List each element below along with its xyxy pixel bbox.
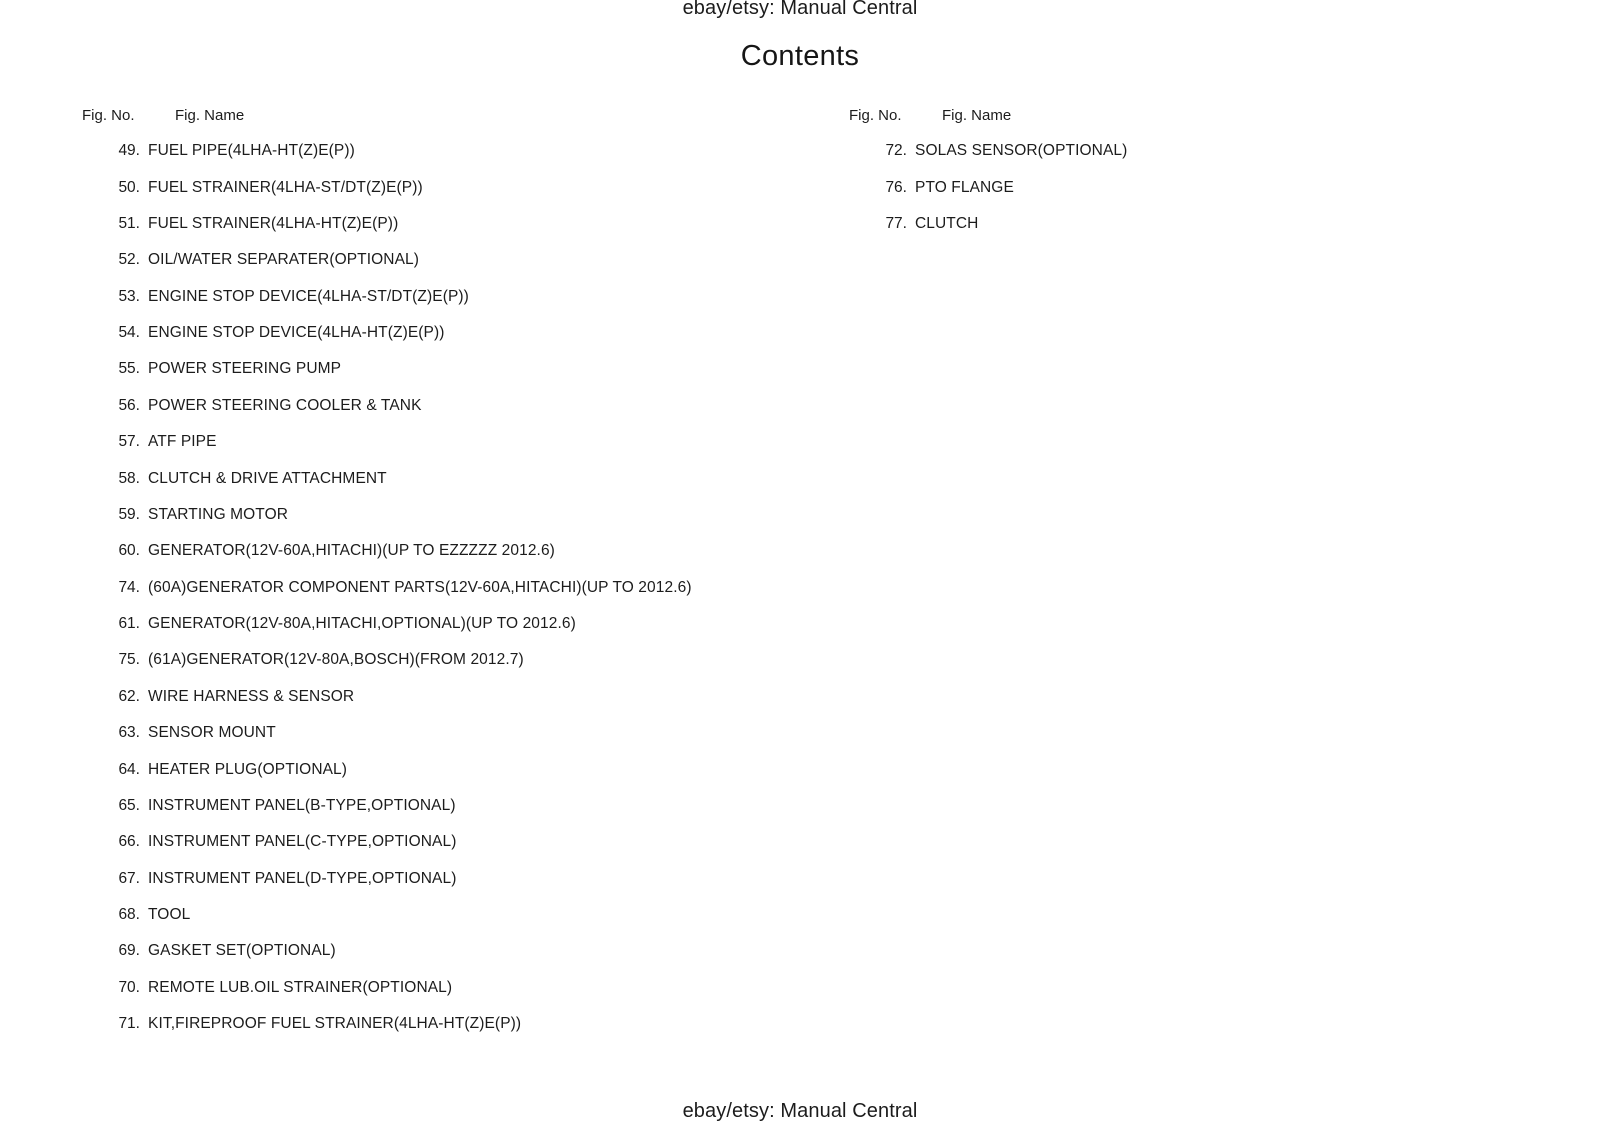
fig-number: 57.: [118, 433, 140, 451]
fig-number: 63.: [118, 724, 140, 742]
fig-number: 70.: [118, 978, 140, 996]
fig-row: [82, 315, 692, 351]
watermark-top: ebay/etsy: Manual Central: [682, 0, 918, 19]
fig-name: INSTRUMENT PANEL(C-TYPE,OPTIONAL): [148, 833, 457, 851]
fig-name: CLUTCH & DRIVE ATTACHMENT: [148, 469, 387, 487]
fig-number: 71.: [118, 1015, 140, 1033]
fig-row: [849, 133, 1127, 169]
fig-row: [82, 388, 692, 424]
fig-number: 62.: [118, 687, 140, 705]
fig-name: FUEL STRAINER(4LHA-HT(Z)E(P)): [148, 214, 399, 232]
fig-name: ENGINE STOP DEVICE(4LHA-ST/DT(Z)E(P)): [148, 287, 469, 305]
fig-number: 69.: [118, 942, 140, 960]
fig-name: SOLAS SENSOR(OPTIONAL): [915, 142, 1128, 160]
fig-name: OIL/WATER SEPARATER(OPTIONAL): [148, 251, 420, 269]
fig-row: [82, 715, 692, 751]
fig-number: 65.: [118, 796, 140, 814]
fig-name: GASKET SET(OPTIONAL): [148, 942, 336, 960]
fig-name: PTO FLANGE: [915, 178, 1014, 196]
fig-name: (60A)GENERATOR COMPONENT PARTS(12V-60A,HITACHI)(UP TO 2012.6): [148, 578, 692, 596]
fig-no-header: Fig. No.: [849, 107, 902, 124]
fig-name: TOOL: [148, 906, 191, 924]
fig-row: [82, 242, 692, 278]
fig-number: 59.: [118, 505, 140, 523]
fig-number: 49.: [118, 142, 140, 160]
fig-name: POWER STEERING COOLER & TANK: [148, 396, 422, 414]
fig-row: [82, 824, 692, 860]
fig-name: ENGINE STOP DEVICE(4LHA-HT(Z)E(P)): [148, 324, 445, 342]
fig-name: KIT,FIREPROOF FUEL STRAINER(4LHA-HT(Z)E(P)): [148, 1015, 522, 1033]
fig-name: (61A)GENERATOR(12V-80A,BOSCH)(FROM 2012.7): [148, 651, 524, 669]
fig-name: REMOTE LUB.OIL STRAINER(OPTIONAL): [148, 978, 453, 996]
fig-name: STARTING MOTOR: [148, 505, 289, 523]
fig-name: POWER STEERING PUMP: [148, 360, 342, 378]
column-header: [82, 107, 692, 126]
watermark-bottom: ebay/etsy: Manual Central: [682, 1100, 918, 1122]
fig-row: [82, 751, 692, 787]
fig-number: 75.: [118, 651, 140, 669]
fig-number: 53.: [118, 287, 140, 305]
fig-row: [82, 533, 692, 569]
fig-row: [82, 570, 692, 606]
fig-row: [82, 169, 692, 205]
fig-number: 74.: [118, 578, 140, 596]
fig-number: 66.: [118, 833, 140, 851]
fig-no-header: Fig. No.: [82, 107, 135, 124]
fig-number: 68.: [118, 906, 140, 924]
fig-name: INSTRUMENT PANEL(B-TYPE,OPTIONAL): [148, 796, 456, 814]
fig-row: [82, 606, 692, 642]
fig-row: [82, 1006, 692, 1042]
fig-row: [82, 351, 692, 387]
fig-row: [849, 169, 1127, 205]
column-header: [849, 107, 1127, 126]
fig-row: [82, 460, 692, 496]
fig-number: 77.: [885, 214, 907, 232]
fig-list-right: [849, 133, 1127, 242]
fig-number: 61.: [118, 615, 140, 633]
fig-number: 54.: [118, 324, 140, 342]
fig-number: 58.: [118, 469, 140, 487]
fig-row: [82, 861, 692, 897]
fig-name: SENSOR MOUNT: [148, 724, 276, 742]
fig-name: WIRE HARNESS & SENSOR: [148, 687, 355, 705]
fig-number: 76.: [885, 178, 907, 196]
fig-row: [82, 279, 692, 315]
fig-row: [82, 970, 692, 1006]
fig-name: GENERATOR(12V-80A,HITACHI,OPTIONAL)(UP TO 2012.6): [148, 615, 576, 633]
fig-name: GENERATOR(12V-60A,HITACHI)(UP TO EZZZZZ 2012.6): [148, 542, 555, 560]
fig-name: ATF PIPE: [148, 433, 217, 451]
fig-row: [82, 679, 692, 715]
fig-row: [82, 133, 692, 169]
fig-row: [849, 206, 1127, 242]
page-title: Contents: [740, 40, 860, 72]
fig-row: [82, 897, 692, 933]
fig-name: CLUTCH: [915, 214, 979, 232]
fig-row: [82, 788, 692, 824]
fig-row: [82, 642, 692, 678]
fig-name-header: Fig. Name: [175, 107, 245, 124]
fig-number: 67.: [118, 869, 140, 887]
fig-name: HEATER PLUG(OPTIONAL): [148, 760, 348, 778]
fig-name: INSTRUMENT PANEL(D-TYPE,OPTIONAL): [148, 869, 457, 887]
fig-number: 50.: [118, 178, 140, 196]
fig-number: 60.: [118, 542, 140, 560]
fig-number: 64.: [118, 760, 140, 778]
contents-column-left: [82, 107, 692, 1042]
fig-number: 52.: [118, 251, 140, 269]
fig-number: 72.: [885, 142, 907, 160]
fig-name: FUEL STRAINER(4LHA-ST/DT(Z)E(P)): [148, 178, 423, 196]
fig-name-header: Fig. Name: [942, 107, 1012, 124]
fig-row: [82, 206, 692, 242]
fig-name: FUEL PIPE(4LHA-HT(Z)E(P)): [148, 142, 355, 160]
fig-row: [82, 497, 692, 533]
fig-number: 51.: [118, 214, 140, 232]
fig-number: 56.: [118, 396, 140, 414]
fig-row: [82, 933, 692, 969]
contents-column-right: [849, 107, 1127, 242]
fig-row: [82, 424, 692, 460]
fig-list-left: [82, 133, 692, 1042]
fig-number: 55.: [118, 360, 140, 378]
